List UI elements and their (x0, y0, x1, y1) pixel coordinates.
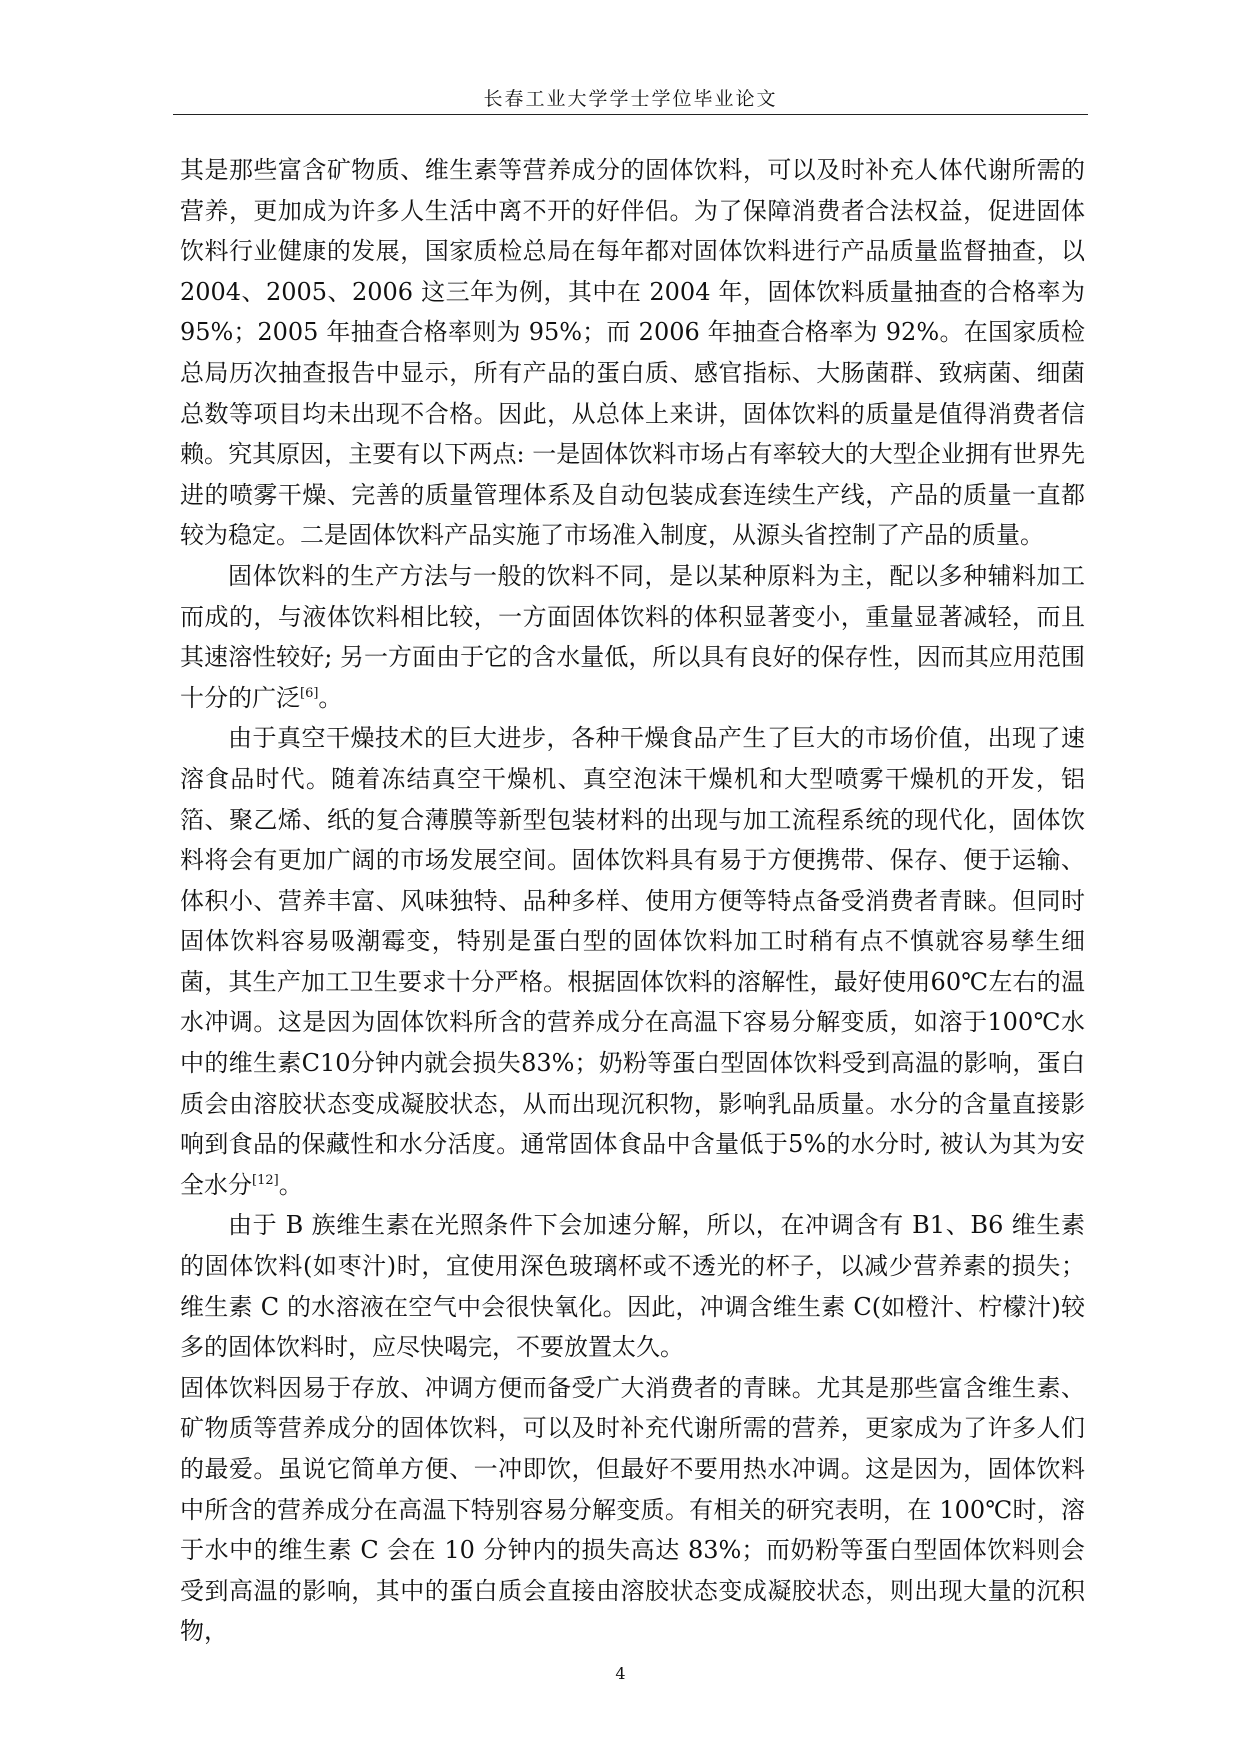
paragraph-text: 其是那些富含矿物质、维生素等营养成分的固体饮料，可以及时补充人体代谢所需的营养，更加成为许多人生活中离不开的好伴侣。为了保障消费者合法权益，促进固体饮料行业健康的发展，国家质检总局在每年都对固体饮料进行产品质量监督抽查，以 2004、2005、2006 这三年为例，其中在 2004 年，固体饮料质量抽查的合格率为 95%；2005 年抽查合格率则为 95%；而 2006 年抽查合格率为 92%。在国家质检总局历次抽查报告中显示，所有产品的蛋白质、感官指标、大肠菌群、致病菌、细菌总数等项目均未出现不合格。因此，从总体上来讲，固体饮料的质量是值得消费者信赖。究其原因，主要有以下两点: 一是固体饮料市场占有率较大的大型企业拥有世界先进的喷雾干燥、完善的质量管理体系及自动包装成套连续生产线，产品的质量一直都较为稳定。二是固体饮料产品实施了市场准入制度，从源头省控制了产品的质量。 (180, 156, 1085, 550)
paragraph-tail: 。 (318, 683, 343, 712)
paragraph-text: 由于 B 族维生素在光照条件下会加速分解，所以，在冲调含有 B1、B6 维生素的固体饮料(如枣汁)时，宜使用深色玻璃杯或不透光的杯子，以减少营养素的损失；维生素 C 的水溶液在空气中会很快氧化。因此，冲调含维生素 C(如橙汁、柠檬汁)较多的固体饮料时，应尽快喝完，不要放置太久。 (180, 1211, 1085, 1362)
paragraph-production-method (180, 556, 1085, 718)
running-header: 长春工业大学学士学位毕业论文 (483, 88, 778, 110)
paragraph-text: 固体饮料的生产方法与一般的饮料不同，是以某种原料为主，配以多种辅料加工而成的，与液体饮料相比较，一方面固体饮料的体积显著变小，重量显著减轻，而且其速溶性较好; 另一方面由于它的含水量低，所以具有良好的保存性，因而其应用范围十分的广泛 (180, 561, 1085, 712)
paragraph-tail: 。 (278, 1170, 303, 1199)
page-number: 4 (615, 1664, 626, 1683)
citation-ref: [12] (252, 1172, 279, 1188)
body-text (180, 150, 1085, 1652)
paragraph-vacuum-drying (180, 718, 1085, 1205)
citation-ref: [6] (300, 685, 319, 701)
paragraph-text: 固体饮料因易于存放、冲调方便而备受广大消费者的青睐。尤其是那些富含维生素、矿物质等营养成分的固体饮料，可以及时补充代谢所需的营养，更家成为了许多人们的最爱。虽说它简单方便、一冲即饮，但最好不要用热水冲调。这是因为，固体饮料中所含的营养成分在高温下特别容易分解变质。有相关的研究表明，在 100℃时，溶于水中的维生素 C 会在 10 分钟内的损失高达 83%；而奶粉等蛋白型固体饮料则会受到高温的影响，其中的蛋白质会直接由溶胶状态变成凝胶状态，则出现大量的沉积物， (180, 1373, 1085, 1646)
header-divider (173, 114, 1088, 115)
paragraph-text: 由于真空干燥技术的巨大进步，各种干燥食品产生了巨大的市场价值，出现了速溶食品时代。随着冻结真空干燥机、真空泡沫干燥机和大型喷雾干燥机的开发，铝箔、聚乙烯、纸的复合薄膜等新型包装材料的出现与加工流程系统的现代化，固体饮料将会有更加广阔的市场发展空间。固体饮料具有易于方便携带、保存、便于运输、体积小、营养丰富、风味独特、品种多样、使用方便等特点备受消费者青睐。但同时固体饮料容易吸潮霉变，特别是蛋白型的固体饮料加工时稍有点不慎就容易孳生细菌，其生产加工卫生要求十分严格。根据固体饮料的溶解性，最好使用60℃左右的温水冲调。这是因为固体饮料所含的营养成分在高温下容易分解变质，如溶于100℃水中的维生素C10分钟内就会损失83%；奶粉等蛋白型固体饮料受到高温的影响，蛋白质会由溶胶状态变成凝胶状态，从而出现沉积物，影响乳品质量。水分的含量直接影响到食品的保藏性和水分活度。通常固体食品中含量低于5%的水分时, 被认为其为安全水分 (180, 724, 1085, 1199)
paragraph-hot-water (180, 1368, 1085, 1652)
paragraph-continuation (180, 150, 1085, 556)
paragraph-vitamin-b (180, 1205, 1085, 1367)
